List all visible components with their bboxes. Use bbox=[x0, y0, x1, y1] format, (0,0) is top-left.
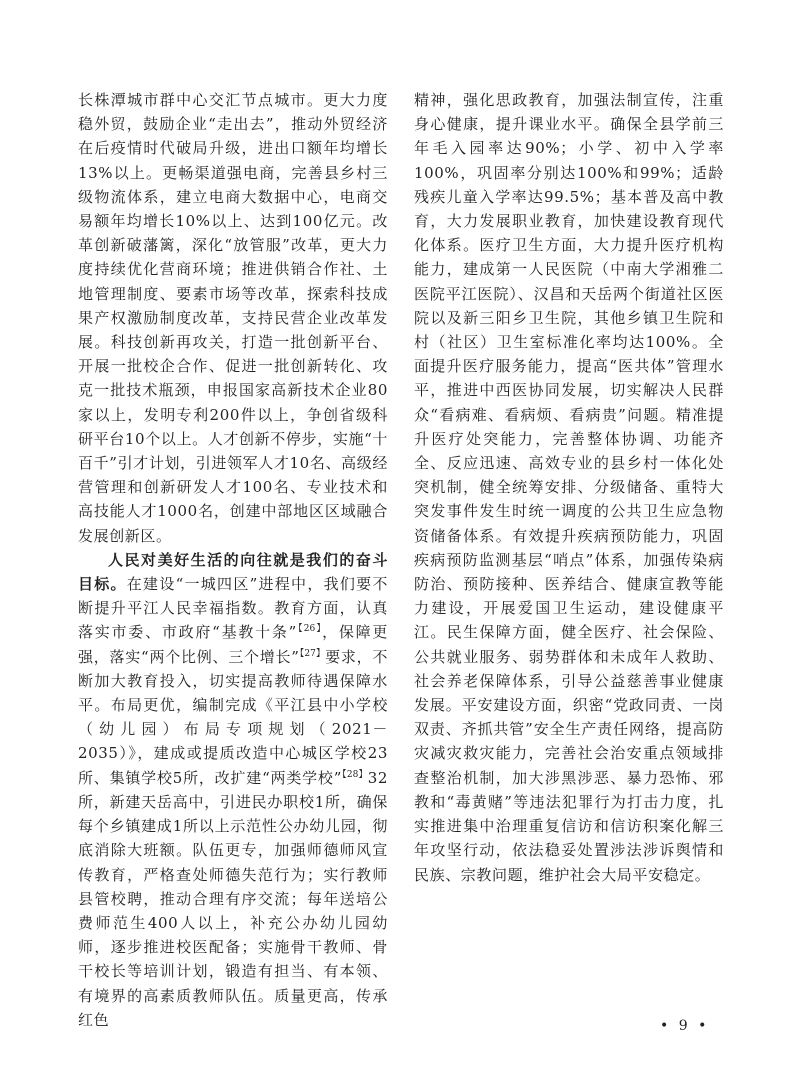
section-heading: 人民对美好生活的向往就是我们的奋斗目标。 bbox=[78, 550, 388, 594]
reference-mark: 【26】 bbox=[296, 624, 323, 635]
body-text: ，保障更强，落实“两个比例、三个增长” bbox=[78, 623, 389, 666]
right-column bbox=[414, 88, 724, 887]
body-text: 32所，新建天岳高中，引进民办职校1所，确保每个乡镇建成1所以上示范性公办幼儿园，彻底消除大班额。队伍更专，加强师德师风宣传教育，严格查处师德失范行为；实行教师县管校聘，推动合理有序交流；每年送培公费师范生400人以上，补充公办幼儿园幼师，逐步推进校医配备；实施骨干教师、骨干校长等培训计划，锻造有担当、有本领、有境界的高素质教师队伍。质量更高，传承红色 bbox=[78, 768, 389, 1029]
body-text: 要求，不断加大教育投入，切实提高教师待遇保障水平。布局更优，编制完成《平江县中小学校（幼儿园）布局专项规划（2021－2035）》，建成或提质改造中心城区学校23所、集镇学校5所，改扩建“两类学校” bbox=[78, 647, 389, 787]
reference-mark: 【27】 bbox=[299, 648, 326, 659]
left-column bbox=[78, 88, 388, 1032]
reference-mark: 【28】 bbox=[341, 769, 368, 780]
paragraph-livelihood bbox=[78, 548, 388, 1032]
page-number: • 9 • bbox=[660, 1018, 710, 1034]
paragraph-economy-innovation: 长株潭城市群中心交汇节点城市。更大力度稳外贸，鼓励企业“走出去”，推动外贸经济在后疫情时代破局升级，进出口额年均增长13%以上。更畅渠道强电商，完善县乡村三级物流体系，建立电商大数据中心，电商交易额年均增长10%以上、达到100亿元。改革创新破藩篱，深化“放管服”改革，更大力度持续优化营商环境；推进供销合作社、土地管理制度、要素市场等改革，探索科技成果产权激励制度改革，支持民营企业改革发展。科技创新再攻关，打造一批创新平台、开展一批校企合作、促进一批创新转化、攻克一批技术瓶颈，申报国家高新技术企业80家以上，发明专利200件以上，争创省级科研平台10个以上。人才创新不停步，实施“十百千”引才计划，引进领军人才10名、高级经营管理和创新研发人才100名、专业技术和高技能人才1000名，创建中部地区区域融合发展创新区。 bbox=[78, 91, 388, 545]
paragraph-education-health-safety: 精神，强化思政教育，加强法制宣传，注重身心健康，提升课业水平。确保全县学前三年毛入园率达90%；小学、初中入学率100%，巩固率分别达100%和99%；适龄残疾儿童入学率达99.5%；基本普及高中教育，大力发展职业教育，加快建设教育现代化体系。医疗卫生方面，大力提升医疗机构能力，建成第一人民医院（中南大学湘雅二医院平江医院）、汉昌和天岳两个街道社区医院以及新三阳乡卫生院，其他乡镇卫生院和村（社区）卫生室标准化率均达100%。全面提升医疗服务能力，提高“医共体”管理水平，推进中西医协同发展，切实解决人民群众“看病难、看病烦、看病贵”问题。精准提升医疗处突能力，完善整体协调、功能齐全、反应迅速、高效专业的县乡村一体化处突机制，健全统筹安排、分级储备、重特大突发事件发生时统一调度的公共卫生应急物资储备体系。有效提升疾病预防能力，巩固疾病预防监测基层“哨点”体系，加强传染病防治、预防接种、医养结合、健康宣教等能力建设，开展爱国卫生运动，建设健康平江。民生保障方面，健全医疗、社会保险、公共就业服务、弱势群体和未成年人救助、社会养老保障体系，引导公益慈善事业健康发展。平安建设方面，织密“党政同责、一岗双责、齐抓共管”安全生产责任网络，提高防灾减灾救灾能力，完善社会治安重点领域排查整治机制，加大涉黑涉恶、暴力恐怖、邪教和“毒黄赌”等违法犯罪行为打击力度，扎实推进集中治理重复信访和信访积案化解三年攻坚行动，依法稳妥处置涉法涉诉舆情和民族、宗教问题，维护社会大局平安稳定。 bbox=[414, 91, 724, 884]
body-text: 在建设“一城四区”进程中，我们要不断提升平江人民幸福指数。教育方面，认真落实市委、市政府“基教十条” bbox=[78, 575, 388, 642]
